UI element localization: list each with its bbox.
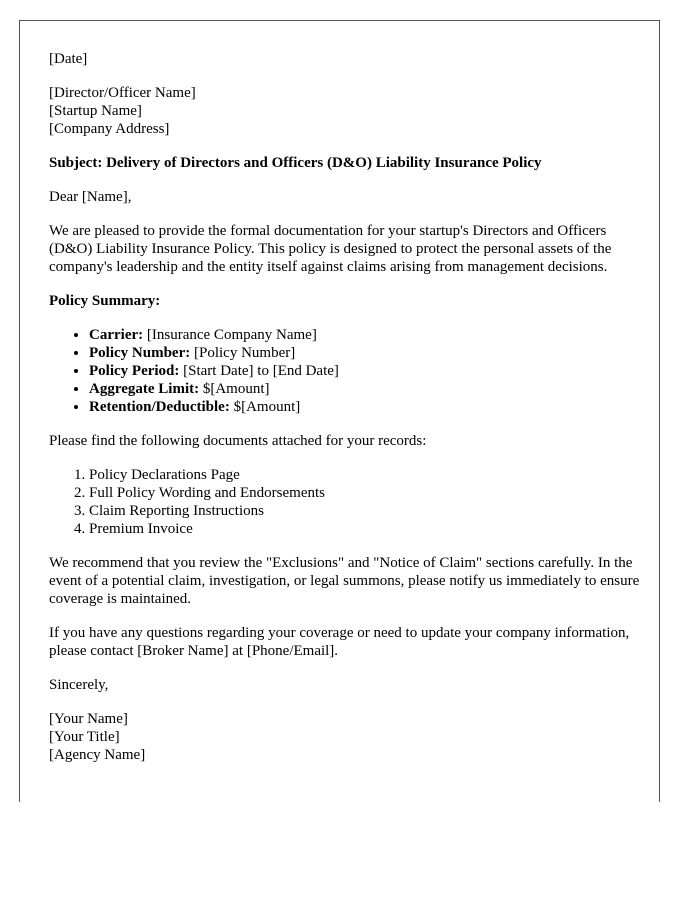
document-item: 4. Premium Invoice bbox=[89, 520, 649, 538]
closing: Sincerely, bbox=[49, 677, 109, 693]
documents-intro: Please find the following documents attached for your records: bbox=[49, 433, 427, 449]
signature-name: [Your Name] bbox=[49, 711, 128, 727]
attached-documents-list bbox=[49, 466, 649, 538]
summary-item-carrier bbox=[89, 326, 649, 344]
recipient-name: [Director/Officer Name] bbox=[49, 85, 196, 101]
recipient-address: [Company Address] bbox=[49, 121, 170, 137]
recipient-block bbox=[49, 84, 649, 138]
summary-item-policy-number bbox=[89, 344, 649, 362]
contact-paragraph: If you have any questions regarding your coverage or need to update your company information, please contact [Broker Name] at [Phone/Email]. bbox=[49, 625, 630, 659]
policy-summary-list bbox=[49, 326, 649, 416]
signature-block bbox=[49, 710, 649, 764]
subject-line: Subject: Delivery of Directors and Officers (D&O) Liability Insurance Policy bbox=[49, 155, 542, 171]
summary-item-retention bbox=[89, 398, 649, 416]
summary-value: [Start Date] to [End Date] bbox=[179, 363, 339, 379]
signature-agency: [Agency Name] bbox=[49, 747, 146, 763]
document-item: 3. Claim Reporting Instructions bbox=[89, 502, 649, 520]
recommendation-paragraph: We recommend that you review the "Exclusions" and "Notice of Claim" sections carefully. In the event of a potential claim, investigation, or legal summons, please notify us immediately to ensure coverage is maintained. bbox=[49, 555, 640, 607]
policy-summary-heading: Policy Summary: bbox=[49, 293, 161, 309]
summary-value: $[Amount] bbox=[229, 399, 301, 415]
document-item: 2. Full Policy Wording and Endorsements bbox=[89, 484, 649, 502]
salutation: Dear [Name], bbox=[49, 189, 132, 205]
intro-paragraph: We are pleased to provide the formal documentation for your startup's Directors and Officers (D&O) Liability Insurance Policy. This policy is designed to protect the personal assets of the company's leadership and the entity itself against claims arising from management decisions. bbox=[49, 223, 612, 275]
summary-term: Retention/Deductible: bbox=[89, 399, 230, 415]
recipient-startup: [Startup Name] bbox=[49, 103, 142, 119]
summary-item-aggregate-limit bbox=[89, 380, 649, 398]
document-item: 1. Policy Declarations Page bbox=[89, 466, 649, 484]
summary-value: [Policy Number] bbox=[190, 345, 296, 361]
letter-body bbox=[49, 50, 649, 780]
summary-value: $[Amount] bbox=[199, 381, 270, 397]
summary-item-policy-period bbox=[89, 362, 649, 380]
letter-date: [Date] bbox=[49, 51, 88, 67]
summary-term: Policy Number: bbox=[89, 345, 191, 361]
summary-term: Policy Period: bbox=[89, 363, 180, 379]
summary-term: Aggregate Limit: bbox=[89, 381, 200, 397]
summary-term: Carrier: bbox=[89, 327, 144, 343]
summary-value: [Insurance Company Name] bbox=[143, 327, 317, 343]
signature-title: [Your Title] bbox=[49, 729, 120, 745]
letter-page bbox=[19, 20, 660, 802]
